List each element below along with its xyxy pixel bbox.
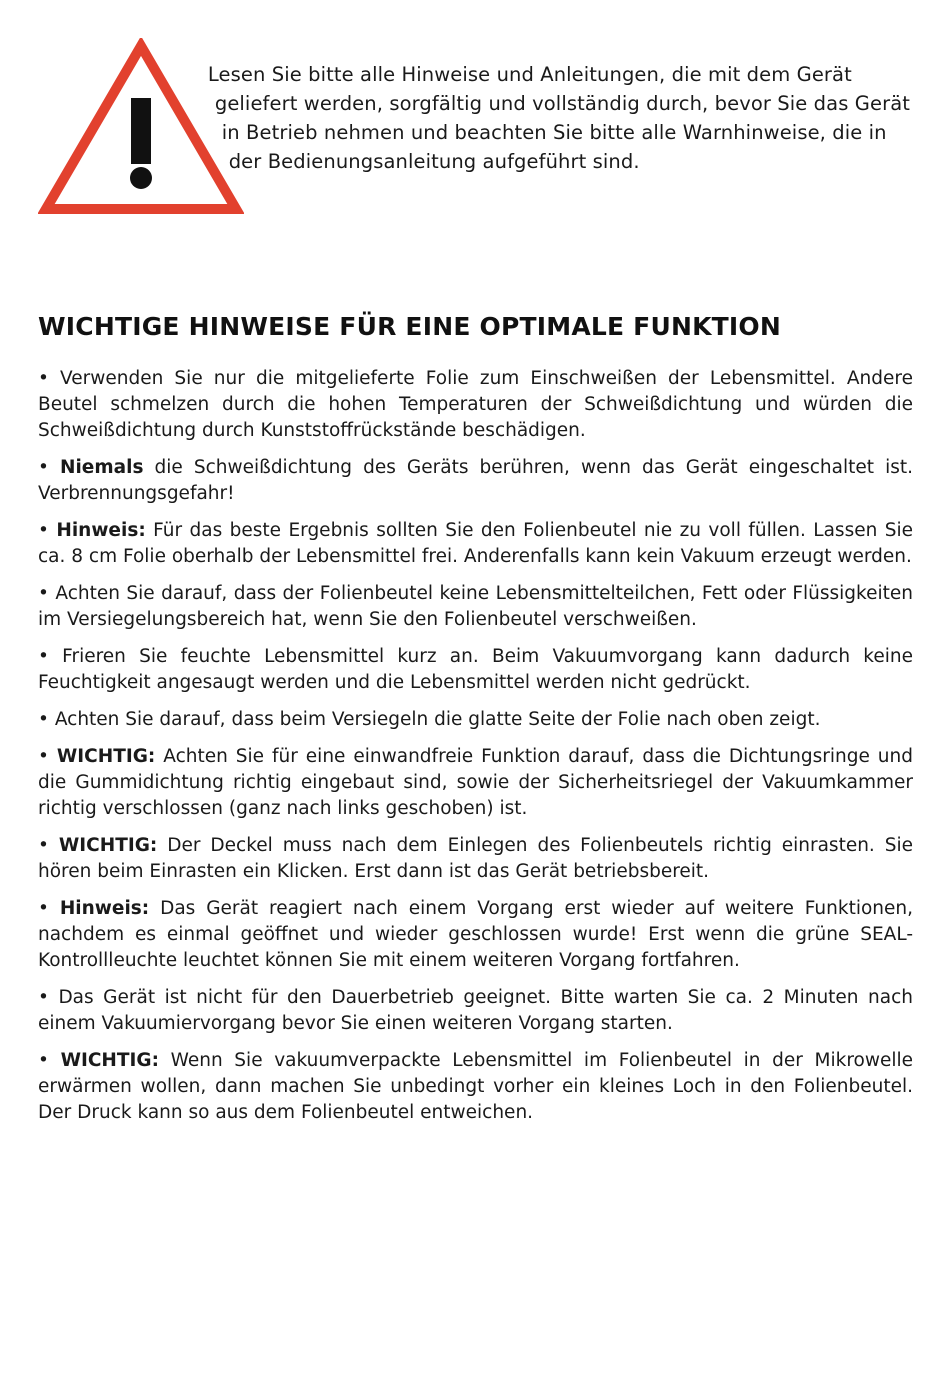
note-label: WICHTIG: (56, 746, 156, 767)
intro-text-content: Lesen Sie bitte alle Hinweise und Anleitungen, die mit dem Gerät geliefert werden, sorgfältig und vollständig durch, bevor Sie das Gerät in Betrieb nehmen und beachten Sie bitte alle Warnhinweise, die in der Bedienungsanleitung aufgeführt sind. (207, 63, 910, 173)
note-item (38, 896, 913, 974)
bullet: • (38, 1050, 49, 1071)
note-label: Niemals (59, 457, 144, 478)
intro-text (38, 38, 918, 240)
note-text: Achten Sie darauf, dass beim Versiegeln die glatte Seite der Folie nach oben zeigt. (54, 709, 821, 730)
note-label: WICHTIG: (58, 835, 158, 856)
note-item (38, 518, 913, 570)
bullet: • (38, 646, 49, 667)
note-text: Frieren Sie feuchte Lebensmittel kurz an. Beim Vakuumvorgang kann dadurch keine Feuchtigkeit angesaugt werden und die Lebensmittel werden nicht gedrückt. (38, 646, 913, 693)
bullet: • (38, 898, 49, 919)
note-text: Das Gerät ist nicht für den Dauerbetrieb geeignet. Bitte warten Sie ca. 2 Minuten nach einem Vakuumiervorgang bevor Sie einen weiteren Vorgang starten. (38, 987, 913, 1034)
bullet: • (38, 368, 49, 389)
notes-list (38, 366, 913, 1137)
note-item (38, 1048, 913, 1126)
note-label: Hinweis: (56, 520, 146, 541)
note-label: WICHTIG: (60, 1050, 159, 1071)
bullet: • (38, 583, 49, 604)
note-text: Das Gerät reagiert nach einem Vorgang erst wieder auf weitere Funktionen, nachdem es einmal geöffnet und wieder geschlossen wurde! Erst wenn die grüne SEAL-Kontrollleuchte leuchtet können Sie mit einem weiteren Vorgang fortfahren. (38, 898, 913, 971)
bullet: • (38, 746, 49, 767)
note-item (38, 985, 913, 1037)
bullet: • (38, 987, 49, 1008)
note-text: Wenn Sie vakuumverpackte Lebensmittel im Folienbeutel in der Mikrowelle erwärmen wollen, dann machen Sie unbedingt vorher ein kleines Loch in den Folienbeutel. Der Druck kann so aus dem Folienbeutel entweichen. (38, 1050, 914, 1123)
note-item (38, 581, 913, 633)
note-text: Verwenden Sie nur die mitgelieferte Folie zum Einschweißen der Lebensmittel. Andere Beutel schmelzen durch die hohen Temperaturen der Schweißdichtung und würden die Schweißdichtung durch Kunststoffrückstände beschädigen. (38, 368, 913, 441)
note-item (38, 744, 913, 822)
note-text: die Schweißdichtung des Geräts berühren, wenn das Gerät eingeschaltet ist. Verbrennungsgefahr! (38, 457, 913, 504)
section-heading: WICHTIGE HINWEISE FÜR EINE OPTIMALE FUNKTION (38, 312, 781, 341)
bullet: • (38, 457, 49, 478)
note-item (38, 455, 913, 507)
note-label: Hinweis: (59, 898, 150, 919)
bullet: • (38, 835, 49, 856)
bullet: • (38, 520, 49, 541)
note-text: Achten Sie für eine einwandfreie Funktion darauf, dass die Dichtungsringe und die Gummidichtung richtig eingebaut sind, sowie der Sicherheitsriegel der Vakuumkammer richtig verschlossen (ganz nach links geschoben) ist. (38, 746, 913, 819)
note-text: Der Deckel muss nach dem Einlegen des Folienbeutels richtig einrasten. Sie hören beim Einrasten ein Klicken. Erst dann ist das Gerät betriebsbereit. (38, 835, 913, 882)
warning-block (38, 38, 918, 218)
bullet: • (38, 709, 49, 730)
note-text: Achten Sie darauf, dass der Folienbeutel keine Lebensmittelteilchen, Fett oder Flüssigkeiten im Versiegelungsbereich hat, wenn Sie den Folienbeutel verschweißen. (38, 583, 913, 630)
note-item (38, 644, 913, 696)
note-item (38, 833, 913, 885)
note-text: Für das beste Ergebnis sollten Sie den Folienbeutel nie zu voll füllen. Lassen Sie ca. 8 cm Folie oberhalb der Lebensmittel frei. Anderenfalls kann kein Vakuum erzeugt werden. (38, 520, 913, 567)
note-item (38, 366, 913, 444)
note-item (38, 707, 913, 733)
